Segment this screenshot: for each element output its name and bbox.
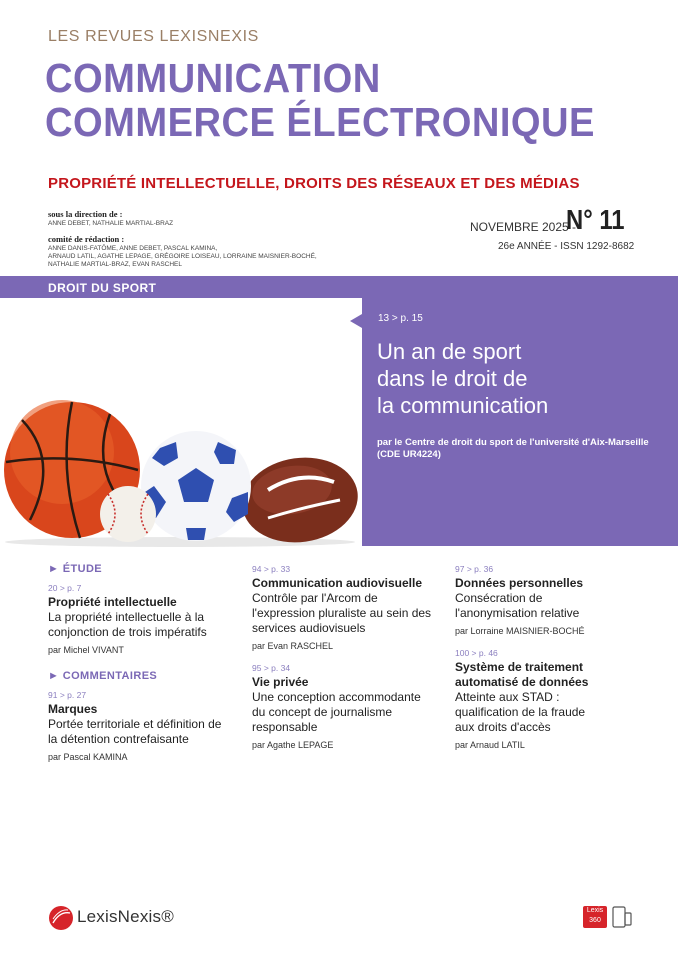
article-title: Propriété intellectuelle (48, 595, 177, 609)
column-right (455, 564, 645, 750)
article-author: par Agathe LEPAGE (252, 740, 334, 750)
article-description: Une conception accommodante du concept de journalisme responsable (252, 690, 421, 734)
direction-names: ANNE DEBET, NATHALIE MARTIAL-BRAZ (48, 220, 174, 227)
feature-panel (362, 298, 678, 546)
lexis-360-badge: Lexis 360 (583, 906, 607, 928)
committee-names (48, 245, 338, 269)
feature-ref: 13 > p. 15 (378, 313, 423, 324)
article-ref: 91 > p. 27 (48, 690, 87, 700)
journal-title-line-2: COMMERCE ÉLECTRONIQUE (45, 99, 595, 145)
feature-byline: par le Centre de droit du sport de l'université d'Aix-Marseille (CDE UR4224) (377, 437, 649, 460)
committee-label: comité de rédaction : (48, 234, 125, 244)
american-football (237, 450, 362, 549)
committee-names-line: ANNE DANIS-FATÔME, ANNE DEBET, PASCAL KAMINA, (48, 245, 218, 252)
publisher-kicker: LES REVUES LEXISNEXIS (48, 28, 259, 45)
article-title: Communication audiovisuelle (252, 576, 423, 590)
column-etude (48, 563, 238, 762)
feature-title-line: la communication (377, 393, 549, 418)
baseball (100, 486, 156, 542)
feature-section-label: DROIT DU SPORT (48, 281, 157, 295)
column-middle (252, 564, 442, 750)
issue-date: NOVEMBRE 2025 - (470, 220, 577, 234)
journal-subtitle: PROPRIÉTÉ INTELLECTUELLE, DROITS DES RÉSEAUX ET DES MÉDIAS (48, 175, 580, 192)
direction-label: sous la direction de : (48, 209, 123, 219)
article-description: Portée territoriale et définition de la détention contrefaisante (48, 717, 222, 746)
article-description: Contrôle par l'Arcom de l'expression pluraliste au sein des services audiovisuels (252, 591, 432, 635)
article-ref: 97 > p. 36 (455, 564, 494, 574)
journal-title-line-1: COMMUNICATION (45, 55, 381, 101)
lexisnexis-logo-text: LexisNexis® (77, 907, 174, 926)
committee-names-line: ARNAUD LATIL, AGATHE LEPAGE, GRÉGOIRE LOISEAU, LORRAINE MAISNIER-BOCHÉ, (48, 253, 317, 260)
article-author: par Evan RASCHEL (252, 641, 334, 651)
article-title: Marques (48, 702, 98, 716)
article-title: Vie privée (252, 675, 309, 689)
article-description: Atteinte aux STAD : qualification de la fraude aux droits d'accès (455, 690, 586, 734)
feature-title (377, 338, 637, 419)
feature-title-line: dans le droit de (377, 366, 528, 391)
section-heading-commentaires: ► COMMENTAIRES (48, 670, 158, 682)
article-ref: 95 > p. 34 (252, 663, 291, 673)
lexisnexis-logo-icon (48, 905, 74, 931)
sports-balls-image (0, 390, 362, 550)
article-author: par Pascal KAMINA (48, 752, 128, 762)
section-heading-etude: ► ÉTUDE (48, 563, 103, 575)
issue-number: N° 11 (566, 204, 625, 235)
soccer-ball (141, 431, 251, 541)
feature-title-line: Un an de sport (377, 339, 522, 364)
article-title: Données personnelles (455, 576, 584, 590)
article-description: Consécration de l'anonymisation relative (455, 591, 580, 620)
article-author: par Arnaud LATIL (455, 740, 525, 750)
panel-notch (350, 314, 362, 328)
article-ref: 100 > p. 46 (455, 648, 498, 658)
committee-names-line: NATHALIE MARTIAL-BRAZ, EVAN RASCHEL (48, 261, 183, 268)
article-title: Système de traitement automatisé de données (455, 660, 589, 689)
article-description: La propriété intellectuelle à la conjonction de trois impératifs (48, 610, 207, 639)
article-ref: 20 > p. 7 (48, 583, 82, 593)
journal-title (45, 56, 595, 144)
article-ref: 94 > p. 33 (252, 564, 291, 574)
article-author: par Lorraine MAISNIER-BOCHÉ (455, 626, 585, 636)
article-author: par Michel VIVANT (48, 645, 124, 655)
tablet-phone-icon (612, 905, 632, 929)
issue-year-issn: 26e ANNÉE - ISSN 1292-8682 (498, 241, 635, 252)
